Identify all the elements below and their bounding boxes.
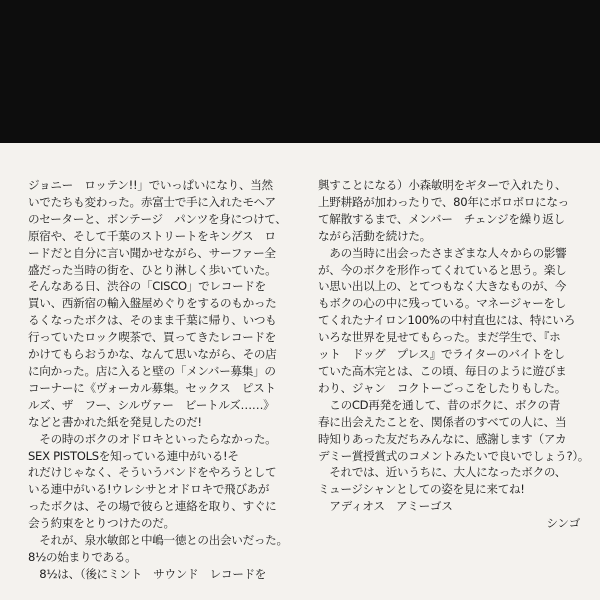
text-line: わり、ジャン コクトーごっこをしたりもした。: [318, 380, 567, 395]
text-line: 上野耕路が加わったりで、80年にボロボロになっ: [318, 194, 569, 209]
text-line: 買い、西新宿の輸入盤屋めぐりをするのもかった: [28, 296, 277, 311]
text-line: 行っていたロック喫茶で、買ってきたレコードを: [28, 330, 277, 345]
text-line: い思い出以上の、とてつもなく大きなものが、今: [318, 279, 567, 294]
text-line: 興すことになる）小森敏明をギターで入れたり、: [318, 178, 567, 192]
text-line: ミュージシャンとしての姿を見に来てね!: [318, 482, 525, 497]
text-line: ジョニー ロッテン!!」でいっぱいになり、当然: [28, 178, 273, 192]
text-line: 8½は、（後にミント サウンド レコードを: [28, 566, 267, 581]
text-line: それでは、近いうちに、大人になったボクの、: [318, 465, 567, 480]
text-line: れだけじゃなく、そういうバンドをやろうとして: [28, 465, 277, 480]
text-line: ながら活動を続けた。: [318, 228, 431, 243]
text-line: アディオス アミーゴス: [318, 499, 453, 514]
right-text-column: [318, 177, 590, 532]
text-line: るくなったボクは、そのまま千葉に帰り、いつも: [28, 313, 277, 328]
text-line: ードだと自分に言い聞かせながら、サーファー全: [28, 245, 276, 260]
text-line: 春に出会えたことを、関係者のすべての人に、当: [318, 414, 567, 429]
text-line: デミー賞授賞式のコメントみたいで良いでしょう?）。: [318, 448, 590, 463]
text-line: 原宿や、そして千葉のストリートをキングス ロ: [28, 228, 276, 243]
text-line: いでたちも変わった。赤富士で手に入れたモヘア: [28, 194, 276, 209]
text-line: SEX PISTOLSを知っている連中がいる!そ: [28, 448, 239, 463]
text-line: 8½の始まりである。: [28, 549, 137, 564]
text-line: もボクの心の中に残っている。マネージャーをし: [318, 296, 567, 311]
text-line: に向かった。店に入ると壁の「メンバー募集」の: [28, 363, 276, 378]
left-text-column: [28, 177, 311, 583]
text-line: それが、泉水敏郎と中嶋一徳との出会いだった。: [28, 533, 288, 548]
text-line: ていた高木完とは、この頃、毎日のように遊びま: [318, 363, 567, 378]
text-line: などと書かれた紙を発見したのだ!: [28, 414, 202, 429]
text-line: ット ドッグ プレス』でライターのバイトをし: [318, 347, 565, 362]
liner-notes-page: [0, 143, 600, 600]
text-line: て解散するまで、メンバー チェンジを繰り返し: [318, 211, 565, 226]
text-line: あの当時に出会ったさまざまな人々からの影響: [318, 245, 567, 260]
text-line: てくれたナイロン100%の中村直也には、特にいろ: [318, 313, 576, 328]
text-line: そんなある日、渋谷の「CISCO」でレコードを: [28, 279, 266, 294]
text-line: が、今のボクを形作ってくれていると思う。楽し: [318, 262, 567, 277]
text-line: いろな世界を見せてもらった。まだ学生で、『ホ: [318, 330, 561, 345]
text-line: いる連中がいる!ウレシサとオドロキで飛びあが: [28, 482, 270, 497]
text-line: 会う約束をとりつけたのだ。: [28, 516, 175, 531]
author-signature: シンゴ: [546, 516, 580, 531]
text-line: コーナーに《ヴォーカル募集。セックス ピスト: [28, 380, 276, 395]
text-line: このCD再発を通して、昔のボクに、ボクの青: [318, 397, 561, 412]
text-line: 時知りあった友だちみんなに、感謝します（アカ: [318, 431, 567, 446]
black-header-band: [0, 0, 600, 143]
text-line: ったボクは、その場で彼らと連絡を取り、すぐに: [28, 499, 277, 514]
text-line: 盛だった当時の街を、ひとり淋しく歩いていた。: [28, 262, 277, 277]
text-line: ルズ、ザ フー、シルヴァー ビートルズ……》: [28, 397, 275, 412]
text-line: かけてもらおうかな、なんて思いながら、その店: [28, 347, 277, 362]
text-line: のセーターと、ボンテージ パンツを身につけて、: [28, 211, 287, 226]
text-line: その時のボクのオドロキといったらなかった。: [28, 431, 277, 446]
